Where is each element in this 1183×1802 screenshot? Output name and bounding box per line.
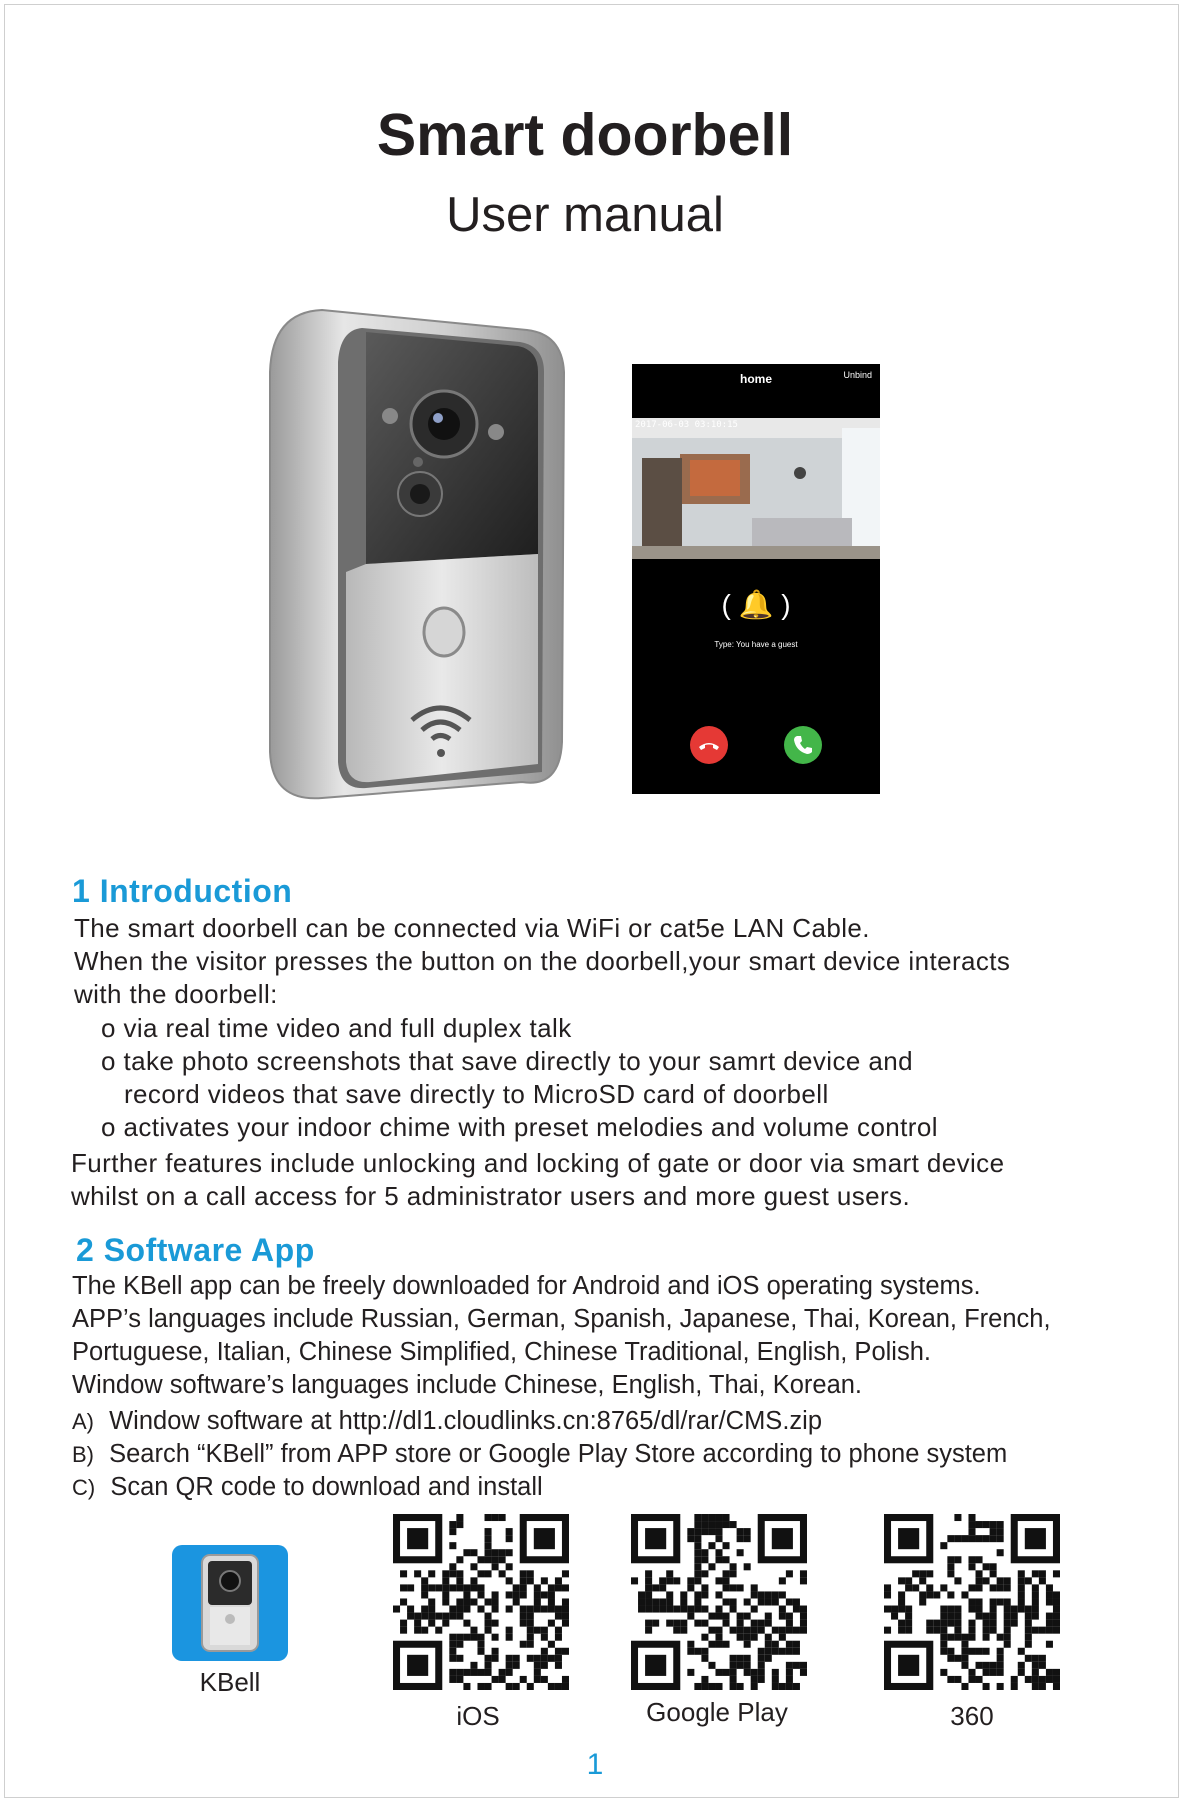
qr-label-ios: iOS [456,1701,500,1731]
live-video-preview [632,418,880,559]
document-subtitle: User manual [446,188,724,242]
intro-line: The smart doorbell can be connected via WiFi or cat5e LAN Cable. [74,913,870,943]
phone-app-screen [632,364,880,794]
step-letter: A) [72,1409,94,1434]
qr-code-ios[interactable] [393,1514,569,1690]
qr-label-360: 360 [950,1701,994,1731]
intro-heading: 1 Introduction [72,873,293,909]
video-timestamp: 2017-06-03 03:10:15 [635,420,738,430]
intro-line: When the visitor presses the button on the doorbell,your smart device interacts [74,946,1011,976]
intro-closing-line: whilst on a call access for 5 administrator users and more guest users. [71,1181,911,1211]
unbind-link[interactable]: Unbind [843,370,872,380]
qr-code-360[interactable] [884,1514,1060,1690]
intro-closing-line: Further features include unlocking and locking of gate or door via smart device [71,1148,1005,1178]
software-line: The KBell app can be freely downloaded for Android and iOS operating systems. [72,1272,981,1300]
step-text: Window software at http://dl1.cloudlinks.cn:8765/dl/rar/CMS.zip [109,1407,822,1435]
step-c [72,1471,543,1504]
bell-ringing-icon: ( 🔔 ) [721,589,791,620]
intro-line: with the doorbell: [74,979,278,1009]
accept-call-button[interactable] [784,726,822,764]
qr-code-google-play[interactable] [631,1514,807,1690]
hang-up-icon [690,726,728,764]
step-letter: B) [72,1442,94,1467]
step-a [72,1405,822,1438]
step-letter: C) [72,1475,96,1500]
feature-bullet-continued: record videos that save directly to MicroSD card of doorbell [124,1079,829,1109]
decline-call-button[interactable] [690,726,728,764]
kbell-app-icon[interactable] [172,1545,288,1661]
page-number: 1 [586,1748,604,1781]
software-line: Window software’s languages include Chinese, English, Thai, Korean. [72,1371,863,1399]
document-title: Smart doorbell [376,102,794,168]
doorbell-device-image [262,302,580,808]
app-header-title: home [739,372,772,386]
call-notice: Type: You have a guest [714,640,798,649]
doorbell-icon [172,1545,288,1661]
qr-label-google-play: Google Play [646,1697,788,1727]
kbell-app-label: KBell [199,1667,261,1697]
step-text: Scan QR code to download and install [110,1473,543,1501]
step-b [72,1438,1007,1471]
software-heading: 2 Software App [76,1232,315,1268]
feature-bullet: o via real time video and full duplex talk [101,1013,572,1043]
step-text: Search “KBell” from APP store or Google Play Store according to phone system [109,1440,1008,1468]
software-line: Portuguese, Italian, Chinese Simplified, Chinese Traditional, English, Polish. [72,1338,931,1366]
phone-icon [784,726,822,764]
software-line: APP’s languages include Russian, German, Spanish, Japanese, Thai, Korean, French, [72,1305,1051,1333]
feature-bullet: o take photo screenshots that save directly to your samrt device and [101,1046,913,1076]
feature-bullet: o activates your indoor chime with preset melodies and volume control [101,1112,938,1142]
